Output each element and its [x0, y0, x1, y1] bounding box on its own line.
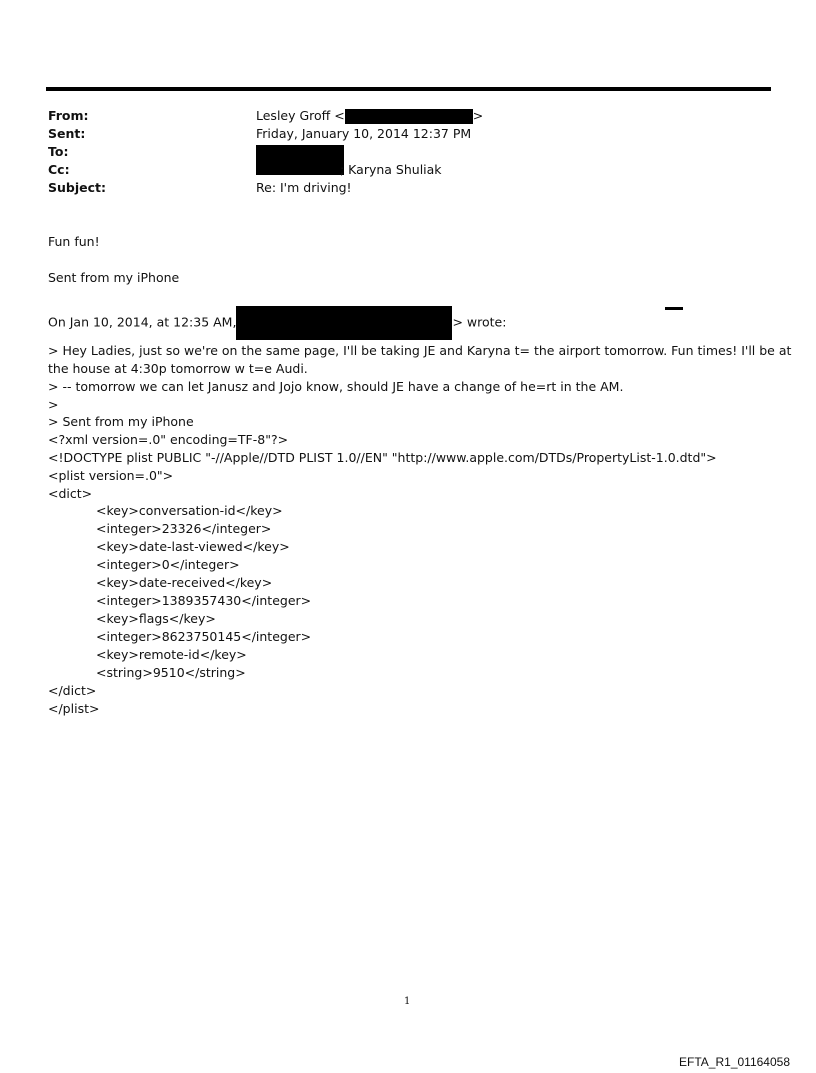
plist-entry: <key>remote-id</key> [96, 647, 247, 662]
plist-entry: <key>date-last-viewed</key> [96, 539, 290, 554]
plist-entry: <integer>1389357430</integer> [96, 593, 312, 608]
quote-intro [48, 306, 506, 340]
quoted-line: <?xml version=.0" encoding=TF-8"?> [48, 432, 289, 447]
page-number: 1 [404, 996, 411, 1007]
plist-closing: </dict> [48, 683, 97, 698]
quoted-line: > Sent from my iPhone [48, 414, 194, 429]
plist-entry: <integer>0</integer> [96, 557, 240, 572]
quoted-line: the house at 4:30p tomorrow w t=e Audi. [48, 361, 308, 376]
sent-label: Sent: [48, 126, 86, 141]
quoted-line: <!DOCTYPE plist PUBLIC "-//Apple//DTD PLIST 1.0//EN" "http://www.apple.com/DTDs/PropertyList-1.0.dtd"> [48, 450, 717, 465]
bates-number: EFTA_R1_01164058 [679, 1055, 790, 1069]
quoted-line: > [48, 397, 59, 412]
quoted-line: <dict> [48, 486, 93, 501]
redaction-mark [665, 307, 683, 310]
plist-closing: </plist> [48, 701, 100, 716]
from-close: > [472, 108, 484, 123]
quoted-line: > -- tomorrow we can let Janusz and Jojo know, should JE have a change of he=rt in the AM. [48, 379, 624, 394]
redaction-from-email [345, 109, 473, 124]
plist-entry: <key>date-received</key> [96, 575, 273, 590]
reply-text: Fun fun! [48, 234, 100, 249]
to-label: To: [48, 144, 69, 159]
quoted-line: <plist version=.0"> [48, 468, 174, 483]
from-value [256, 107, 483, 125]
sent-value: Friday, January 10, 2014 12:37 PM [256, 126, 472, 141]
signature-text: Sent from my iPhone [48, 270, 180, 285]
from-label: From: [48, 108, 89, 123]
quote-intro-start: On Jan 10, 2014, at 12:35 AM, [48, 314, 237, 330]
plist-entry: <key>flags</key> [96, 611, 216, 626]
plist-entry: <integer>8623750145</integer> [96, 629, 312, 644]
plist-entry: <string>9510</string> [96, 665, 246, 680]
redaction-to-recipients [256, 145, 344, 175]
from-name: Lesley Groff < [256, 108, 345, 123]
subject-label: Subject: [48, 180, 106, 195]
quote-intro-end: > wrote: [452, 314, 507, 330]
header-rule [46, 87, 771, 91]
cc-value: ; Karyna Shuliak [340, 162, 442, 177]
subject-value: Re: I'm driving! [256, 180, 352, 195]
plist-entry: <key>conversation-id</key> [96, 503, 283, 518]
cc-label: Cc: [48, 162, 70, 177]
quoted-line: > Hey Ladies, just so we're on the same page, I'll be taking JE and Karyna t= the airport tomorrow. Fun times! I'll be at [48, 343, 792, 358]
redaction-quote-sender [236, 306, 452, 340]
plist-entry: <integer>23326</integer> [96, 521, 272, 536]
